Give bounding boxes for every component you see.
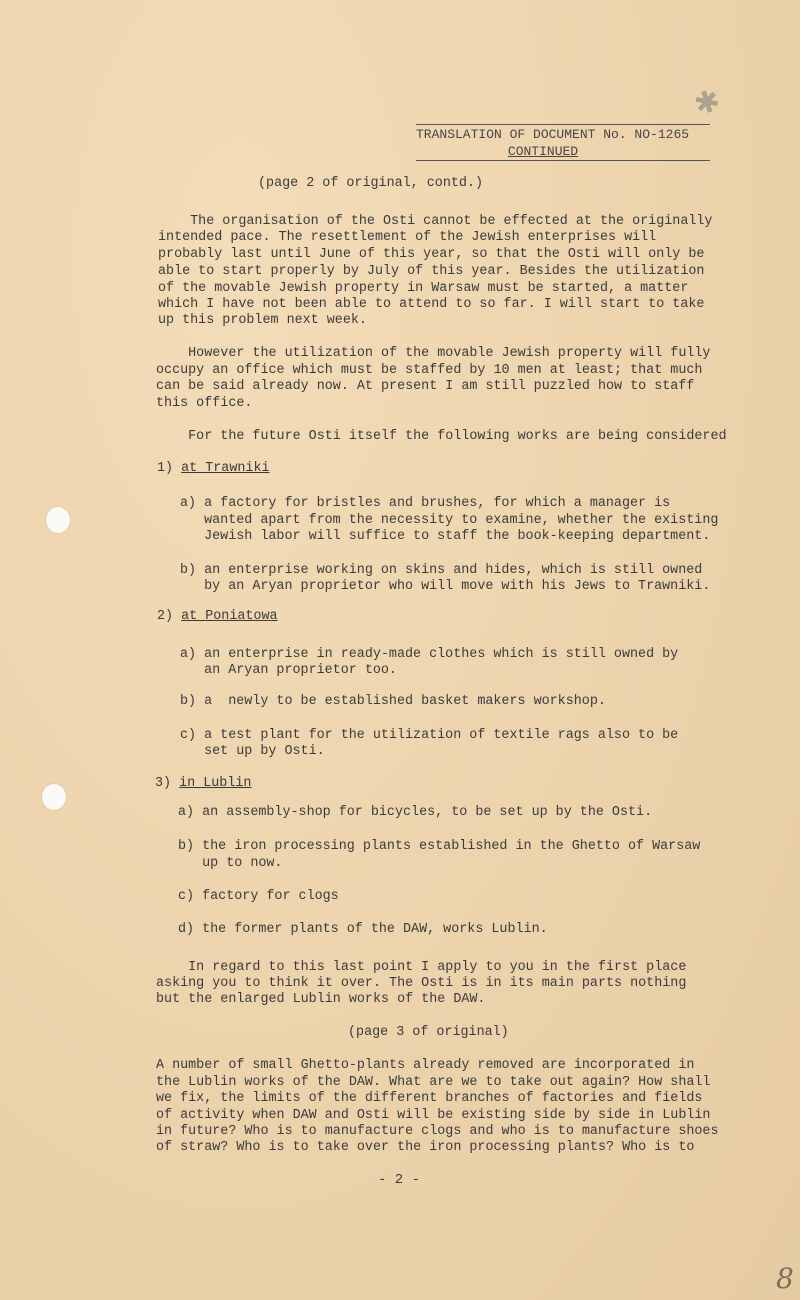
para2-line: However the utilization of the movable Jewish property will fully [156, 346, 711, 361]
para2-line: can be said already now. At present I am still puzzled how to staff [156, 379, 695, 394]
para5-line: A number of small Ghetto-plants already removed are incorporated in [156, 1058, 695, 1073]
s1a-line: wanted apart from the necessity to examine, whether the existing [180, 513, 719, 528]
ink-smudge: ✱ [689, 82, 725, 124]
para1-line: which I have not been able to attend to so far. I will start to take [158, 297, 705, 312]
s1b-line: by an Aryan proprietor who will move with his Jews to Trawniki. [180, 579, 711, 594]
header-continued: CONTINUED [416, 143, 710, 161]
para1-line: The organisation of the Osti cannot be effected at the originally [158, 214, 713, 229]
section3-heading [155, 776, 251, 793]
section2-title: at Poniatowa [181, 609, 278, 624]
para4-line: but the enlarged Lublin works of the DAW. [156, 992, 486, 1007]
punch-hole [42, 784, 66, 810]
para1-line: intended pace. The resettlement of the Jewish enterprises will [158, 230, 657, 245]
s3c-line: c) factory for clogs [178, 889, 339, 904]
section1-heading [157, 461, 270, 478]
s3a-line: a) an assembly-shop for bicycles, to be set up by the Osti. [178, 805, 653, 820]
section2-heading [157, 609, 278, 626]
s2a-line: a) an enterprise in ready-made clothes which is still owned by [180, 647, 679, 662]
para5-line: the Lublin works of the DAW. What are we to take out again? How shall [156, 1075, 711, 1090]
s2a-line: an Aryan proprietor too. [180, 663, 397, 678]
para5-line: of straw? Who is to take over the iron processing plants? Who is to [156, 1140, 695, 1155]
para2-line: this office. [156, 396, 253, 411]
para1-line: able to start properly by July of this year. Besides the utilization [158, 264, 705, 279]
page-note-mid: (page 3 of original) [348, 1025, 509, 1040]
section2-number: 2) [157, 609, 174, 624]
s2c-line: set up by Osti. [180, 744, 325, 759]
s2c-line: c) a test plant for the utilization of textile rags also to be [180, 728, 679, 743]
s2b-line: b) a newly to be established basket makers workshop. [180, 694, 606, 709]
para4-line: In regard to this last point I apply to you in the first place [156, 960, 687, 975]
punch-hole [46, 507, 70, 533]
para2-line: occupy an office which must be staffed by 10 men at least; that much [156, 363, 703, 378]
para5-line: of activity when DAW and Osti will be existing side by side in Lublin [156, 1108, 711, 1123]
para1-line: up this problem next week. [158, 313, 367, 328]
s3b-line: up to now. [178, 856, 283, 871]
s1a-line: Jewish labor will suffice to staff the book-keeping department. [180, 529, 711, 544]
page-number: - 2 - [378, 1172, 421, 1188]
para1-line: probably last until June of this year, so that the Osti will only be [158, 247, 705, 262]
s1a-line: a) a factory for bristles and brushes, for which a manager is [180, 496, 671, 511]
para5-line: we fix, the limits of the different branches of factories and fields [156, 1091, 703, 1106]
header-title: TRANSLATION OF DOCUMENT No. NO-1265 [416, 124, 710, 143]
section1-title: at Trawniki [181, 461, 270, 476]
s3d-line: d) the former plants of the DAW, works Lublin. [178, 922, 548, 937]
para3-line: For the future Osti itself the following works are being considered [156, 429, 727, 444]
section3-title: in Lublin [179, 776, 252, 791]
para4-line: asking you to think it over. The Osti is in its main parts nothing [156, 976, 687, 991]
page-note-top: (page 2 of original, contd.) [258, 176, 483, 191]
s1b-line: b) an enterprise working on skins and hides, which is still owned [180, 563, 703, 578]
para5-line: in future? Who is to manufacture clogs and who is to manufacture shoes [156, 1124, 719, 1139]
s3b-line: b) the iron processing plants established in the Ghetto of Warsaw [178, 839, 701, 854]
para1-line: of the movable Jewish property in Warsaw must be started, a matter [158, 281, 689, 296]
document-header [416, 124, 710, 161]
margin-handwritten-number: 8 [776, 1262, 794, 1295]
section3-number: 3) [155, 776, 172, 791]
section1-number: 1) [157, 461, 174, 476]
